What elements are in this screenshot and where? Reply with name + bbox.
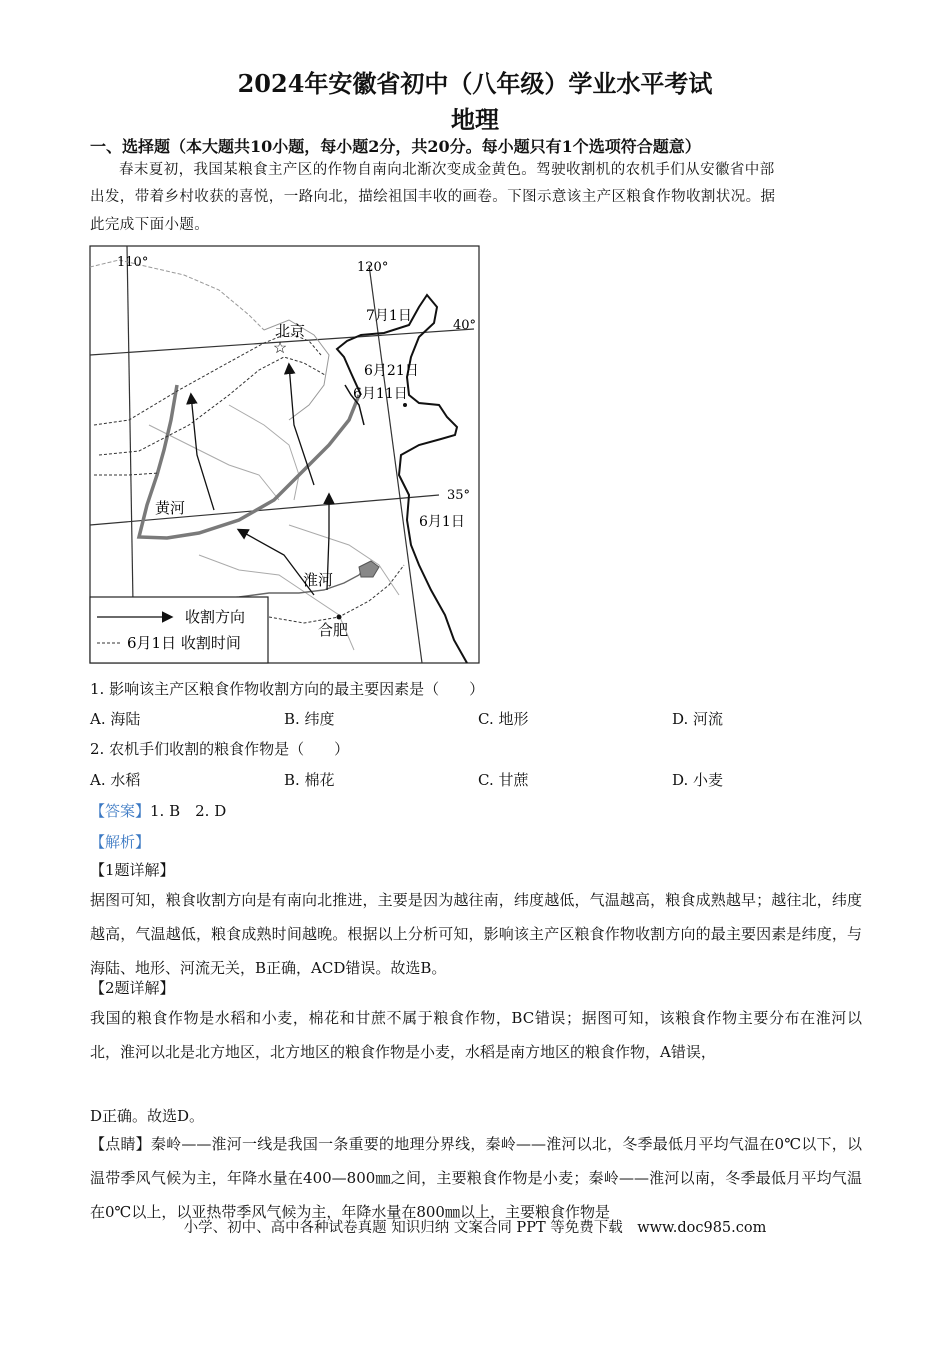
intro-line-2: 出发，带着乡村收获的喜悦，一路向北，描绘祖国丰收的画卷。下图示意该主产区粮食作物收割状况。据 — [90, 189, 776, 205]
tip-label: 【点睛】 — [90, 1135, 151, 1153]
q2-option-c: C. 甘蔗 — [478, 771, 529, 789]
section-heading: 一、选择题（本大题共10小题，每小题2分，共20分。每小题只有1个选项符合题意） — [90, 137, 701, 156]
tip-text: 秦岭——淮河一线是我国一条重要的地理分界线，秦岭——淮河以北，冬季最低月平均气温在0℃以下，以温带季风气候为主，年降水量在400—800㎜之间，主要粮食作物是小麦；秦岭——淮河以南，冬季最低月平均气温在0℃以上，以亚热带季风气候为主，年降水量在800㎜以上，主要粮食作物是 — [90, 1135, 862, 1221]
lat-40-label: 40° — [453, 318, 477, 333]
hefei-dot — [337, 615, 342, 620]
date-jul1-label: 7月1日 — [366, 308, 412, 324]
huai-river-label: 淮河 — [303, 571, 334, 589]
subject-title: 地理 — [451, 105, 499, 134]
lon-110-label: 110° — [117, 255, 149, 270]
beijing-star-icon: ☆ — [272, 338, 288, 357]
hefei-label: 合肥 — [318, 621, 349, 639]
legend-arrow-label: 收割方向 — [185, 608, 246, 626]
detail-1-text: 据图可知，粮食收割方向是有南向北推进，主要是因为越往南，纬度越低，气温越高，粮食成熟越早；越往北，纬度越高，气温越低，粮食成熟时间越晚。根据以上分析可知，影响该主产区粮食作物收割方向的最主要因素是纬度，与海陆、地形、河流无关，B正确，ACD错误。故选B。 — [90, 891, 862, 977]
q1-option-b: B. 纬度 — [284, 710, 335, 728]
legend-line-label: 6月1日 收割时间 — [127, 634, 241, 652]
detail-2-text-cont: D正确。故选D。 — [90, 1107, 205, 1125]
q2-option-a: A. 水稻 — [90, 771, 141, 789]
date-jun21-label: 6月21日 — [364, 363, 419, 379]
lat-35-label: 35° — [447, 488, 471, 503]
point-dot — [403, 403, 407, 407]
tip-paragraph — [90, 1127, 862, 1229]
detail-2-label: 【2题详解】 — [90, 979, 175, 997]
yellow-river-label: 黄河 — [155, 499, 186, 517]
detail-1-label: 【1题详解】 — [90, 861, 175, 879]
q1-option-a: A. 海陆 — [90, 710, 141, 728]
lon-120-label: 120° — [357, 260, 389, 275]
date-jun11-label: 6月11日 — [353, 386, 408, 402]
map-legend — [90, 597, 268, 663]
detail-2-text: 我国的粮食作物是水稻和小麦，棉花和甘蔗不属于粮食作物，BC错误；据图可知，该粮食作物主要分布在淮河以北，淮河以北是北方地区，北方地区的粮食作物是小麦，水稻是南方地区的粮食作物，A错误， — [90, 1009, 862, 1061]
exam-title: 2024年安徽省初中（八年级）学业水平考试 — [237, 69, 713, 98]
answer-label: 【答案】 — [90, 802, 151, 820]
analysis-label: 【解析】 — [90, 833, 151, 851]
harvest-map — [89, 245, 481, 665]
q1-option-d: D. 河流 — [672, 710, 724, 728]
footer-note: 小学、初中、高中各种试卷真题 知识归纳 文案合同 PPT 等免费下载 www.doc985.com — [183, 1220, 767, 1236]
beijing-label: 北京 — [275, 322, 306, 340]
answer-value: 1. B 2. D — [150, 802, 227, 820]
answer-line — [90, 800, 226, 821]
q1-option-c: C. 地形 — [478, 710, 529, 728]
q2-option-d: D. 小麦 — [672, 771, 724, 789]
question-2-stem: 2. 农机手们收割的粮食作物是（ ） — [90, 740, 350, 758]
q2-option-b: B. 棉花 — [284, 771, 335, 789]
date-jun1-label: 6月1日 — [419, 514, 465, 530]
intro-line-1: 春末夏初，我国某粮食主产区的作物自南向北渐次变成金黄色。驾驶收割机的农机手们从安徽省中部 — [119, 162, 775, 178]
question-1-stem: 1. 影响该主产区粮食作物收割方向的最主要因素是（ ） — [90, 680, 485, 698]
intro-line-3: 此完成下面小题。 — [90, 217, 210, 233]
